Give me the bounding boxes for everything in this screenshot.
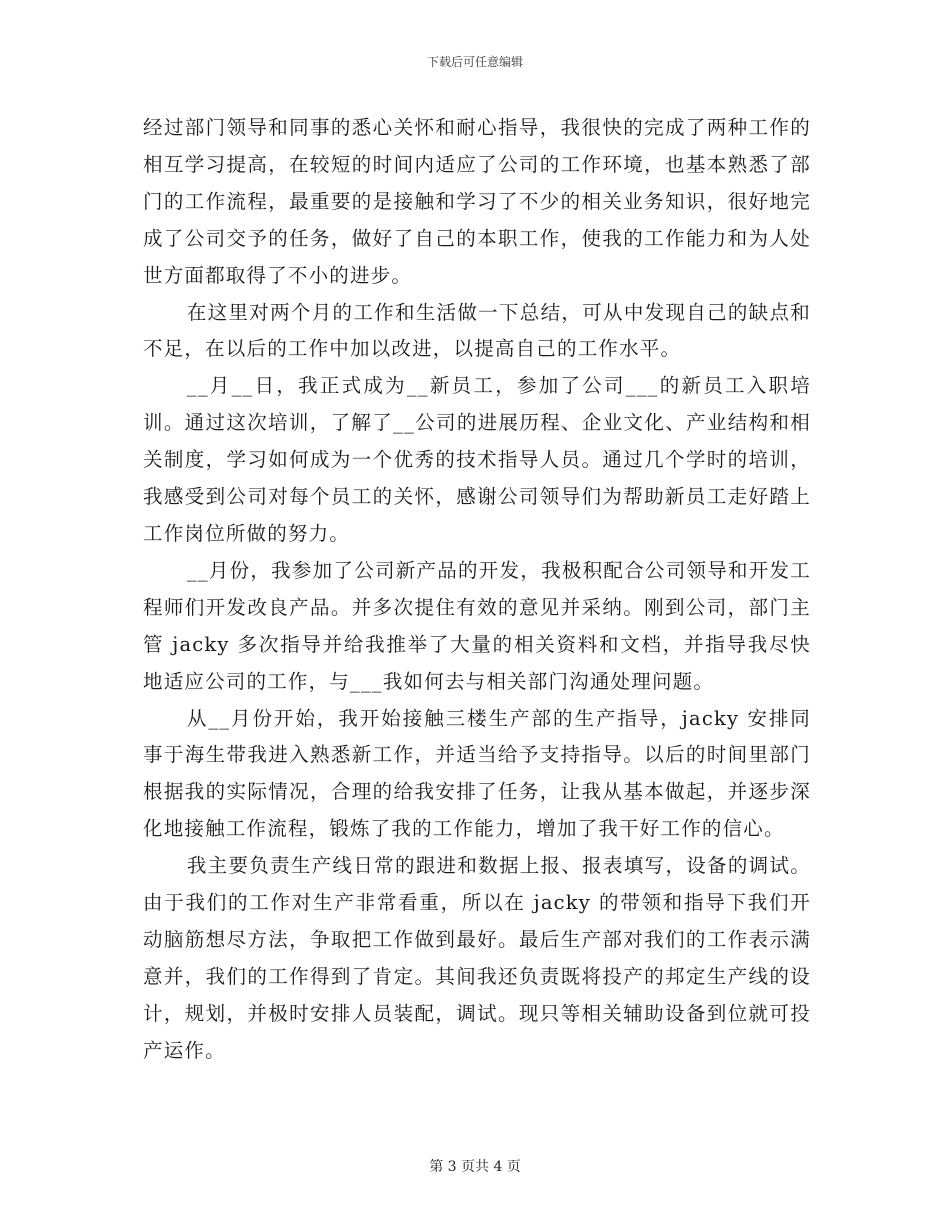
paragraph-4: __月份，我参加了公司新产品的开发，我极积配合公司领导和开发工程师们开发改良产品。并多次提住有效的意见并采纳。刚到公司，部门主管 jacky 多次指导并给我推举了大量的相关资料和文档，并指导我尽快地适应公司的工作，与___我如何去与相关部门沟通处理问题。 xyxy=(143,558,811,693)
paragraph-2: 在这里对两个月的工作和生活做一下总结，可从中发现自己的缺点和不足，在以后的工作中加以改进，以提高自己的工作水平。 xyxy=(143,300,811,361)
page-footer: 第 3 页共 4 页 xyxy=(429,1159,521,1175)
paragraph-5: 从__月份开始，我开始接触三楼生产部的生产指导，jacky 安排同事于海生带我进入熟悉新工作，并适当给予支持指导。以后的时间里部门根据我的实际情况，合理的给我安排了任务，让我从基本做起，并逐步深化地接触工作流程，锻炼了我的工作能力，增加了我干好工作的信心。 xyxy=(143,706,811,841)
page-header: 下载后可任意编辑 xyxy=(426,55,523,69)
document-body xyxy=(143,110,811,1070)
paragraph-3: __月__日，我正式成为__新员工，参加了公司___的新员工入职培训。通过这次培训，了解了__公司的进展历程、企业文化、产业结构和相关制度，学习如何成为一个优秀的技术指导人员。通过几个学时的培训，我感受到公司对每个员工的关怀，感谢公司领导们为帮助新员工走好踏上工作岗位所做的努力。 xyxy=(143,374,811,545)
paragraph-1: 经过部门领导和同事的悉心关怀和耐心指导，我很快的完成了两种工作的相互学习提高，在较短的时间内适应了公司的工作环境，也基本熟悉了部门的工作流程，最重要的是接触和学习了不少的相关业务知识，很好地完成了公司交予的任务，做好了自己的本职工作，使我的工作能力和为人处世方面都取得了不小的进步。 xyxy=(143,116,811,287)
paragraph-6: 我主要负责生产线日常的跟进和数据上报、报表填写，设备的调试。由于我们的工作对生产非常看重，所以在 jacky 的带领和指导下我们开动脑筋想尽方法，争取把工作做到最好。最后生产部对我们的工作表示满意并，我们的工作得到了肯定。其间我还负责既将投产的邦定生产线的设计，规划，并极时安排人员装配，调试。现只等相关辅助设备到位就可投产运作。 xyxy=(143,854,811,1062)
